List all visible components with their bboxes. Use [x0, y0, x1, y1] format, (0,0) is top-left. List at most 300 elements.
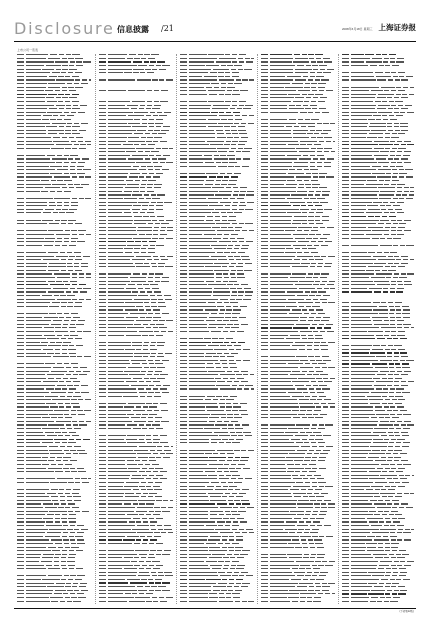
- table-cell: [240, 460, 247, 461]
- table-cell: [211, 442, 217, 443]
- table-cell: [189, 432, 213, 433]
- table-cell: [189, 381, 216, 382]
- table-cell: [312, 446, 317, 447]
- table-cell: [108, 248, 123, 249]
- table-cell: [189, 65, 205, 66]
- table-cell: [99, 460, 106, 461]
- table-cell: [77, 331, 82, 332]
- table-cell: [158, 158, 165, 159]
- table-cell: [149, 468, 154, 469]
- table-cell: [286, 521, 298, 522]
- table-cell: [62, 554, 67, 555]
- table-cell: [270, 464, 285, 465]
- table-cell: [368, 331, 383, 332]
- table-cell: [57, 238, 62, 239]
- table-cell: [152, 220, 157, 221]
- table-cell: [312, 65, 317, 66]
- table-cell: [342, 194, 349, 195]
- table-cell: [351, 123, 368, 124]
- table-cell: [314, 256, 319, 257]
- table-cell: [189, 295, 211, 296]
- table-cell: [351, 428, 373, 429]
- table-cell: [375, 460, 386, 461]
- table-cell: [26, 410, 53, 411]
- table-cell: [189, 406, 205, 407]
- table-cell: [236, 374, 241, 375]
- table-cell: [318, 241, 323, 242]
- table-cell: [99, 155, 106, 156]
- table-cell: [99, 378, 106, 379]
- table-cell: [212, 227, 220, 228]
- table-cell: [180, 396, 187, 397]
- table-cell: [75, 478, 80, 479]
- table-cell: [180, 212, 187, 213]
- table-cell: [108, 191, 123, 192]
- table-cell: [124, 486, 137, 487]
- table-cell: [17, 173, 24, 174]
- table-cell: [134, 450, 148, 451]
- table-cell: [80, 367, 87, 368]
- table-cell: [142, 180, 147, 181]
- table-cell: [189, 371, 207, 372]
- table-cell: [71, 471, 76, 472]
- table-cell: [42, 119, 49, 120]
- table-cell: [72, 101, 79, 102]
- table-cell: [151, 529, 156, 530]
- table-cell: [261, 482, 268, 483]
- table-cell: [377, 338, 385, 339]
- table-cell: [342, 392, 349, 393]
- table-cell: [128, 141, 145, 142]
- table-cell: [270, 360, 299, 361]
- table-cell: [69, 353, 76, 354]
- table-cell: [108, 392, 137, 393]
- table-cell: [74, 123, 79, 124]
- table-cell: [299, 521, 304, 522]
- table-cell: [388, 158, 393, 159]
- table-cell: [261, 381, 268, 382]
- table-cell: [69, 97, 76, 98]
- table-cell: [237, 238, 244, 239]
- table-cell: [180, 173, 187, 174]
- table-cell: [99, 518, 106, 519]
- table-cell: [56, 209, 61, 210]
- table-cell: [99, 317, 106, 318]
- table-cell: [239, 101, 246, 102]
- table-cell: [322, 216, 329, 217]
- table-cell: [99, 79, 106, 80]
- table-cell: [383, 291, 388, 292]
- table-cell: [342, 270, 349, 271]
- table-cell: [180, 385, 187, 386]
- table-cell: [317, 151, 322, 152]
- table-cell: [313, 97, 318, 98]
- table-cell: [17, 176, 24, 177]
- table-cell: [401, 503, 408, 504]
- table-cell: [180, 180, 187, 181]
- table-cell: [380, 421, 389, 422]
- table-cell: [149, 565, 154, 566]
- table-cell: [81, 385, 88, 386]
- table-cell: [63, 539, 68, 540]
- table-cell: [243, 349, 250, 350]
- table-cell: [379, 180, 384, 181]
- table-cell: [351, 144, 378, 145]
- table-cell: [79, 277, 84, 278]
- table-cell: [17, 65, 24, 66]
- table-cell: [180, 202, 187, 203]
- table-cell: [261, 406, 268, 407]
- table-cell: [108, 453, 136, 454]
- table-cell: [158, 353, 163, 354]
- table-cell: [99, 590, 106, 591]
- table-cell: [351, 371, 379, 372]
- table-cell: [150, 345, 155, 346]
- table-cell: [285, 432, 298, 433]
- table-cell: [229, 486, 236, 487]
- table-cell: [143, 345, 148, 346]
- table-cell: [81, 478, 86, 479]
- table-cell: [371, 486, 383, 487]
- table-cell: [372, 238, 379, 239]
- table-cell: [342, 439, 349, 440]
- table-cell: [68, 220, 75, 221]
- table-cell: [342, 205, 349, 206]
- table-cell: [290, 202, 305, 203]
- table-cell: [108, 61, 132, 62]
- table-cell: [394, 381, 399, 382]
- table-cell: [312, 173, 317, 174]
- table-cell: [305, 529, 310, 530]
- table-cell: [239, 385, 244, 386]
- table-cell: [318, 87, 325, 88]
- table-cell: [305, 119, 310, 120]
- table-cell: [351, 101, 374, 102]
- table-cell: [229, 158, 234, 159]
- table-cell: [189, 76, 203, 77]
- table-cell: [180, 187, 187, 188]
- table-cell: [393, 410, 398, 411]
- table-cell: [323, 234, 330, 235]
- table-cell: [387, 356, 392, 357]
- table-cell: [261, 141, 268, 142]
- table-cell: [171, 446, 173, 447]
- table-cell: [222, 496, 227, 497]
- table-cell: [229, 281, 236, 282]
- table-cell: [400, 360, 405, 361]
- table-cell: [270, 403, 298, 404]
- table-cell: [391, 227, 396, 228]
- table-cell: [17, 453, 24, 454]
- table-cell: [206, 65, 219, 66]
- table-cell: [69, 327, 76, 328]
- table-cell: [296, 561, 314, 562]
- table-cell: [297, 169, 302, 170]
- table-cell: [307, 475, 312, 476]
- table-cell: [261, 54, 268, 55]
- table-cell: [397, 191, 402, 192]
- table-cell: [332, 593, 335, 594]
- table-cell: [385, 72, 390, 73]
- table-cell: [99, 320, 106, 321]
- table-cell: [99, 406, 106, 407]
- table-cell: [270, 442, 294, 443]
- table-cell: [286, 338, 300, 339]
- table-cell: [142, 460, 147, 461]
- table-cell: [351, 381, 374, 382]
- table-cell: [239, 105, 244, 106]
- table-cell: [270, 554, 286, 555]
- table-cell: [77, 410, 82, 411]
- table-cell: [318, 460, 325, 461]
- table-cell: [26, 590, 53, 591]
- table-cell: [81, 266, 88, 267]
- table-cell: [342, 230, 349, 231]
- table-cell: [307, 601, 312, 602]
- table-cell: [99, 299, 106, 300]
- table-cell: [17, 367, 24, 368]
- table-cell: [303, 76, 308, 77]
- table-cell: [219, 597, 224, 598]
- table-cell: [160, 601, 167, 602]
- table-cell: [160, 230, 165, 231]
- table-cell: [296, 356, 306, 357]
- table-cell: [26, 299, 55, 300]
- table-cell: [62, 65, 67, 66]
- table-cell: [376, 388, 382, 389]
- table-cell: [330, 288, 335, 289]
- table-cell: [342, 133, 349, 134]
- table-cell: [351, 374, 376, 375]
- table-cell: [385, 180, 390, 181]
- table-cell: [161, 281, 168, 282]
- table-cell: [380, 360, 392, 361]
- table-cell: [80, 291, 87, 292]
- table-cell: [246, 529, 253, 530]
- table-cell: [180, 65, 187, 66]
- table-cell: [147, 105, 152, 106]
- table-cell: [393, 478, 398, 479]
- table-cell: [396, 392, 401, 393]
- table-cell: [17, 575, 24, 576]
- table-cell: [17, 410, 24, 411]
- table-cell: [270, 281, 298, 282]
- table-cell: [151, 572, 156, 573]
- table-cell: [270, 155, 285, 156]
- table-cell: [397, 421, 402, 422]
- table-cell: [69, 345, 74, 346]
- table-cell: [180, 442, 187, 443]
- table-cell: [304, 87, 309, 88]
- table-cell: [72, 133, 79, 134]
- table-cell: [108, 281, 130, 282]
- table-cell: [390, 309, 395, 310]
- table-cell: [270, 579, 289, 580]
- table-cell: [180, 428, 187, 429]
- table-cell: [219, 94, 224, 95]
- table-cell: [233, 460, 238, 461]
- table-cell: [319, 396, 326, 397]
- table-cell: [17, 511, 24, 512]
- table-cell: [180, 126, 187, 127]
- table-cell: [133, 72, 138, 73]
- table-cell: [302, 223, 307, 224]
- table-cell: [293, 493, 306, 494]
- table-cell: [219, 601, 233, 602]
- table-cell: [49, 223, 60, 224]
- table-cell: [26, 457, 41, 458]
- table-cell: [375, 72, 383, 73]
- table-cell: [180, 424, 187, 425]
- table-cell: [157, 356, 164, 357]
- table-cell: [317, 557, 324, 558]
- table-cell: [231, 176, 238, 177]
- table-cell: [108, 557, 123, 558]
- table-cell: [227, 87, 234, 88]
- table-cell: [217, 302, 222, 303]
- table-cell: [261, 137, 268, 138]
- table-cell: [56, 234, 70, 235]
- table-cell: [99, 105, 106, 106]
- table-cell: [326, 176, 333, 177]
- table-cell: [397, 414, 402, 415]
- table-cell: [238, 464, 245, 465]
- table-cell: [308, 338, 313, 339]
- table-cell: [232, 223, 237, 224]
- table-cell: [99, 223, 106, 224]
- table-cell: [17, 184, 24, 185]
- table-cell: [242, 259, 249, 260]
- table-cell: [309, 212, 314, 213]
- table-cell: [374, 281, 389, 282]
- table-cell: [218, 166, 227, 167]
- table-cell: [393, 245, 398, 246]
- table-cell: [180, 521, 187, 522]
- table-cell: [214, 248, 226, 249]
- table-cell: [312, 575, 317, 576]
- table-cell: [208, 119, 220, 120]
- table-cell: [398, 399, 405, 400]
- table-cell: [73, 374, 78, 375]
- table-cell: [303, 557, 308, 558]
- table-cell: [351, 259, 377, 260]
- table-cell: [317, 155, 324, 156]
- table-cell: [246, 575, 253, 576]
- table-cell: [299, 583, 313, 584]
- table-cell: [376, 335, 383, 336]
- table-cell: [261, 230, 268, 231]
- table-cell: [26, 500, 51, 501]
- table-cell: [46, 126, 57, 127]
- table-cell: [389, 428, 394, 429]
- table-cell: [402, 367, 409, 368]
- table-cell: [99, 554, 106, 555]
- table-cell: [83, 439, 90, 440]
- table-cell: [342, 403, 349, 404]
- table-cell: [213, 291, 230, 292]
- table-cell: [72, 421, 77, 422]
- table-cell: [153, 568, 160, 569]
- table-cell: [17, 162, 24, 163]
- table-cell: [230, 471, 237, 472]
- table-cell: [261, 198, 268, 199]
- table-cell: [147, 101, 152, 102]
- table-cell: [392, 169, 397, 170]
- table-cell: [47, 101, 57, 102]
- table-cell: [206, 525, 217, 526]
- table-cell: [108, 313, 128, 314]
- table-cell: [351, 327, 379, 328]
- table-cell: [180, 266, 187, 267]
- table-cell: [150, 539, 157, 540]
- table-cell: [292, 601, 299, 602]
- table-cell: [79, 284, 86, 285]
- table-cell: [261, 579, 268, 580]
- table-cell: [180, 87, 187, 88]
- table-cell: [317, 288, 322, 289]
- table-cell: [231, 353, 238, 354]
- table-cell: [270, 166, 292, 167]
- table-cell: [351, 360, 379, 361]
- table-cell: [308, 489, 313, 490]
- table-cell: [397, 320, 404, 321]
- table-cell: [65, 76, 70, 77]
- table-cell: [321, 320, 328, 321]
- table-cell: [17, 241, 24, 242]
- table-cell: [372, 450, 379, 451]
- table-cell: [231, 144, 236, 145]
- table-cell: [351, 97, 376, 98]
- table-cell: [398, 148, 405, 149]
- table-cell: [316, 518, 323, 519]
- table-cell: [231, 342, 236, 343]
- table-cell: [60, 396, 65, 397]
- table-cell: [312, 324, 317, 325]
- table-cell: [17, 54, 24, 55]
- table-cell: [378, 511, 383, 512]
- table-cell: [382, 270, 387, 271]
- table-cell: [46, 388, 54, 389]
- table-cell: [213, 295, 230, 296]
- table-cell: [66, 381, 71, 382]
- table-cell: [300, 331, 312, 332]
- table-cell: [123, 144, 133, 145]
- table-cell: [387, 97, 392, 98]
- table-cell: [292, 309, 301, 310]
- table-cell: [293, 417, 300, 418]
- table-cell: [159, 320, 164, 321]
- table-cell: [47, 353, 53, 354]
- table-cell: [380, 220, 389, 221]
- table-cell: [17, 363, 24, 364]
- table-cell: [376, 381, 393, 382]
- table-cell: [54, 198, 70, 199]
- table-cell: [270, 478, 291, 479]
- table-cell: [244, 69, 251, 70]
- table-cell: [304, 101, 309, 102]
- table-cell: [382, 514, 387, 515]
- table-cell: [139, 471, 145, 472]
- table-cell: [392, 507, 397, 508]
- table-cell: [180, 482, 187, 483]
- table-cell: [180, 259, 187, 260]
- table-cell: [134, 252, 139, 253]
- table-cell: [317, 198, 324, 199]
- table-cell: [168, 532, 173, 533]
- table-cell: [351, 148, 373, 149]
- table-cell: [270, 209, 299, 210]
- table-cell: [351, 87, 380, 88]
